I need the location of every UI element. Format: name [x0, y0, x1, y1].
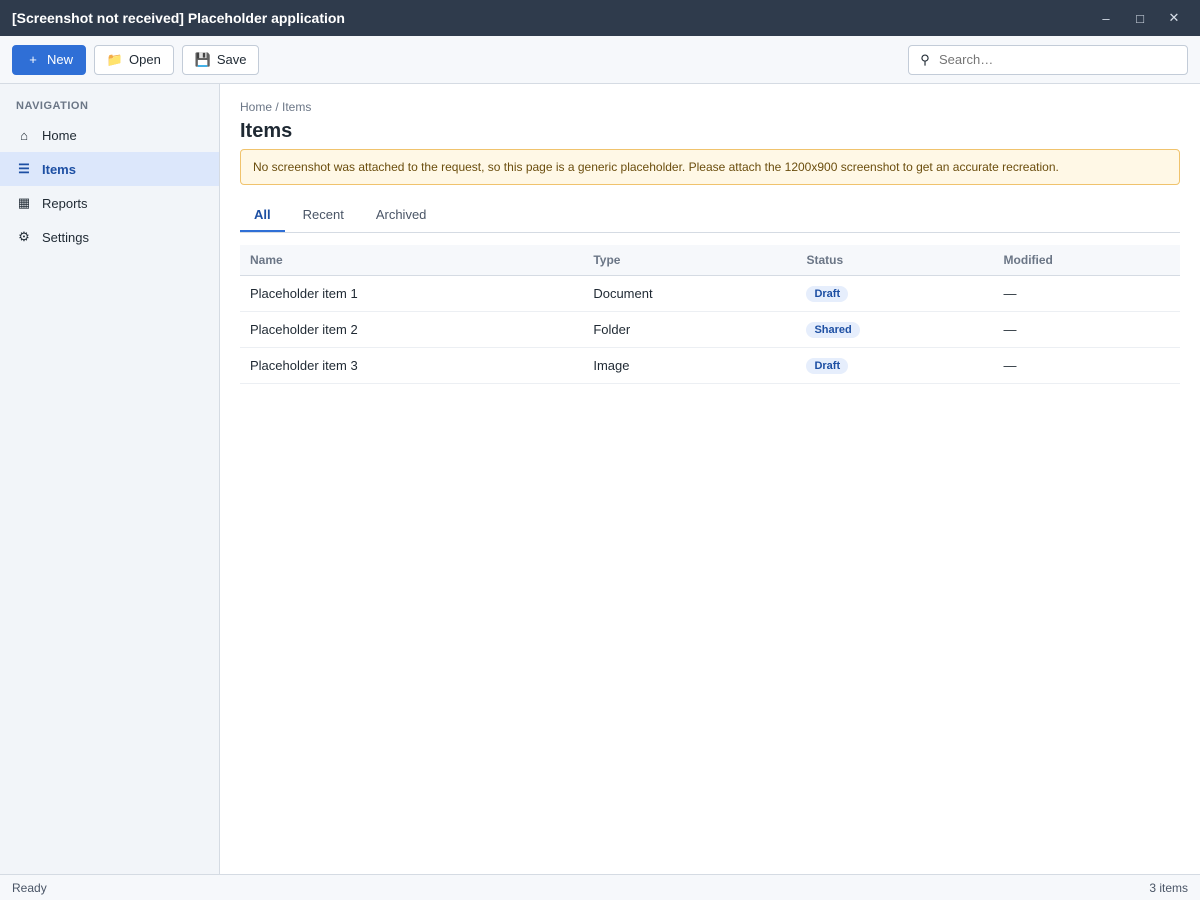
cell-status	[796, 312, 993, 348]
window-title: [Screenshot not received] Placeholder application	[12, 10, 345, 26]
cell-name: Placeholder item 2	[240, 312, 583, 348]
minimize-icon[interactable]: –	[1102, 10, 1110, 26]
title-bar	[0, 0, 1200, 36]
new-button[interactable]	[12, 45, 86, 75]
sidebar-item-settings[interactable]	[0, 220, 219, 254]
cell-status	[796, 276, 993, 312]
sidebar-item-home[interactable]	[0, 118, 219, 152]
tab-recent[interactable]: Recent	[302, 207, 344, 222]
plus-icon: +	[29, 52, 37, 67]
sidebar-heading: NAVIGATION	[16, 100, 89, 112]
cell-modified: —	[994, 312, 1180, 348]
items-table	[240, 245, 1180, 384]
column-header-modified[interactable]: Modified	[994, 245, 1180, 276]
status-bar	[0, 874, 1200, 900]
status-badge: Draft	[806, 286, 848, 302]
maximize-icon[interactable]: □	[1136, 10, 1144, 26]
sidebar-item-label: Items	[42, 161, 76, 177]
item-count: 3 items	[1149, 880, 1188, 895]
sidebar-item-reports[interactable]	[0, 186, 219, 220]
sidebar-item-label: Home	[42, 127, 77, 143]
sidebar-item-label: Reports	[42, 195, 88, 211]
tab-archived[interactable]: Archived	[375, 207, 427, 222]
sidebar-item-items[interactable]	[0, 152, 219, 186]
new-button-label: New	[47, 52, 74, 67]
home-icon: ⌂	[20, 127, 28, 143]
toolbar	[0, 36, 1200, 84]
table-row[interactable]	[240, 348, 1180, 384]
cell-type: Folder	[583, 312, 796, 348]
list-icon: ☰	[18, 161, 30, 176]
cell-type: Image	[583, 348, 796, 384]
status-badge: Shared	[806, 322, 859, 338]
cell-name: Placeholder item 3	[240, 348, 583, 384]
tab-bar	[240, 199, 1180, 233]
column-header-name[interactable]: Name	[240, 245, 583, 276]
main-panel	[220, 84, 1200, 874]
search-input[interactable]	[939, 52, 1179, 67]
breadcrumb: Home / Items	[240, 100, 312, 114]
sidebar-item-label: Settings	[42, 229, 89, 245]
column-header-type[interactable]: Type	[583, 245, 796, 276]
save-button[interactable]	[182, 45, 260, 75]
open-button[interactable]	[94, 45, 174, 75]
column-header-status[interactable]: Status	[796, 245, 993, 276]
content-area	[0, 84, 1200, 874]
folder-icon: 📁	[106, 51, 124, 67]
cell-modified: —	[994, 276, 1180, 312]
missing-screenshot-notice: No screenshot was attached to the request, so this page is a generic placeholder. Please attach the 1200x900 screenshot to get an accurate recreation.	[240, 149, 1180, 185]
table-row[interactable]	[240, 276, 1180, 312]
cell-name: Placeholder item 1	[240, 276, 583, 312]
search-icon: ⚲	[920, 51, 930, 67]
search-box	[908, 45, 1188, 75]
cell-status	[796, 348, 993, 384]
open-button-label: Open	[129, 52, 161, 67]
gear-icon: ⚙	[18, 229, 30, 244]
cell-type: Document	[583, 276, 796, 312]
table-header-row	[240, 245, 1180, 276]
status-badge: Draft	[806, 358, 848, 374]
chart-icon: ▦	[17, 195, 31, 210]
page-title: Items	[240, 120, 293, 142]
cell-modified: —	[994, 348, 1180, 384]
save-button-label: Save	[216, 52, 247, 67]
close-icon[interactable]: ✕	[1168, 10, 1180, 25]
tab-all[interactable]: All	[240, 199, 285, 232]
sidebar	[0, 84, 220, 874]
status-text: Ready	[12, 880, 47, 895]
save-icon: 💾	[194, 51, 211, 67]
table-row[interactable]	[240, 312, 1180, 348]
